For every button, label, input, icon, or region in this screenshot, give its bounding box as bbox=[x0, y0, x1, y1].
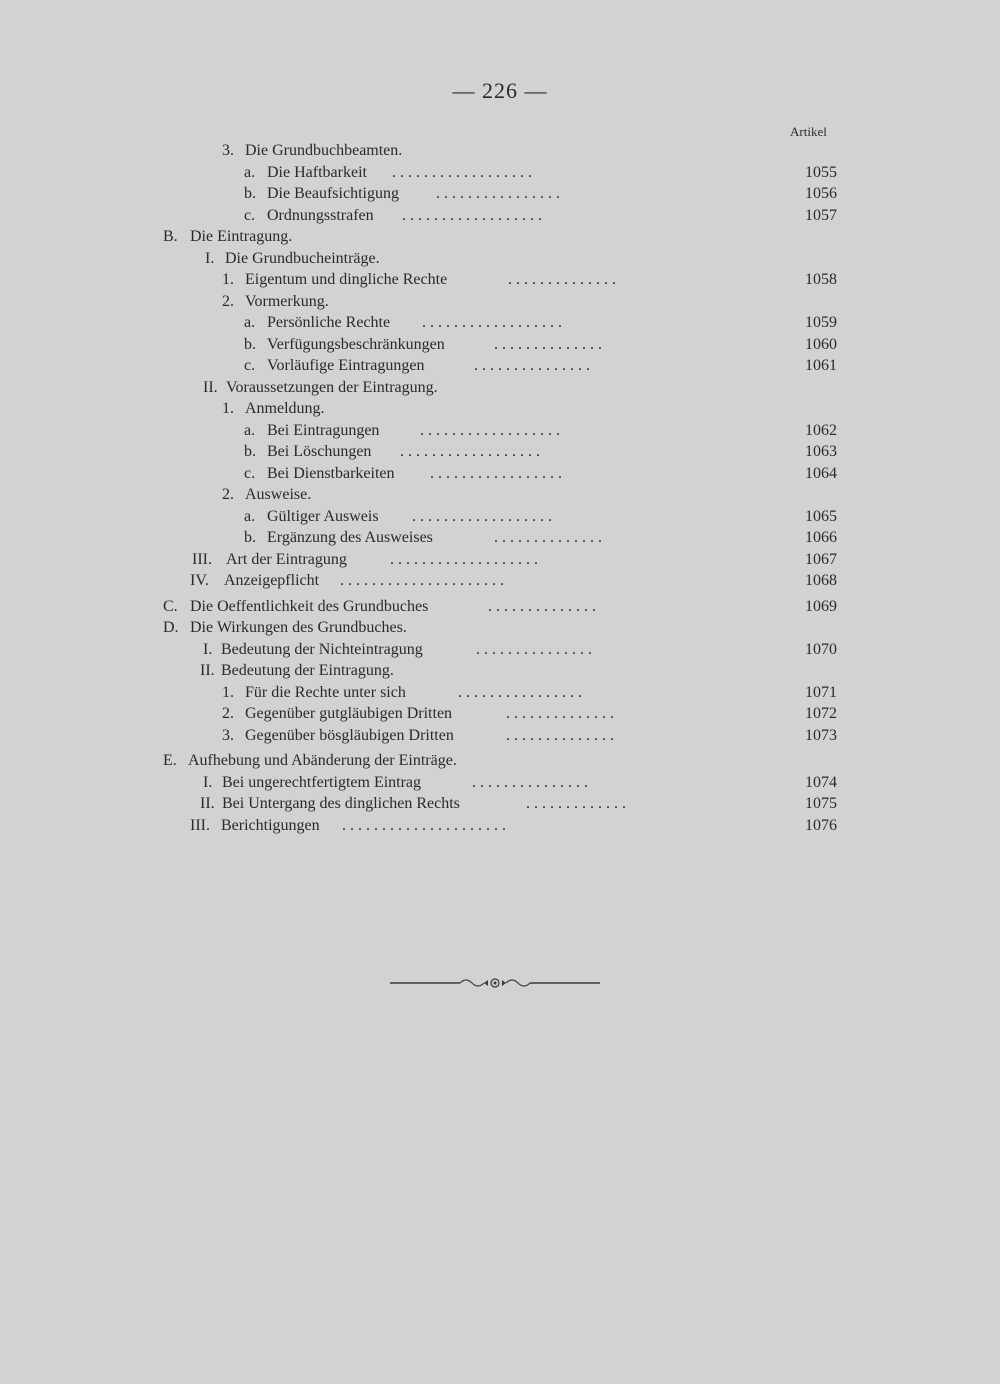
article-number: 1057 bbox=[805, 206, 837, 224]
toc-entry-text: Voraussetzungen der Eintragung. bbox=[226, 378, 438, 396]
toc-marker: D. bbox=[163, 619, 179, 636]
article-number: 1074 bbox=[805, 773, 837, 791]
column-header-article: Artikel bbox=[790, 124, 827, 139]
toc-entry bbox=[0, 506, 1000, 528]
article-number: 1060 bbox=[805, 335, 837, 353]
toc-entry-text: Bei Dienstbarkeiten bbox=[267, 464, 395, 482]
toc-entry bbox=[0, 639, 1000, 661]
toc-entry-text: Die Grundbuchbeamten. bbox=[245, 142, 403, 159]
article-number: 1058 bbox=[805, 271, 837, 288]
toc-marker: 1. bbox=[222, 400, 234, 417]
article-number: 1062 bbox=[805, 421, 837, 439]
toc-entry bbox=[0, 377, 1000, 399]
article-number: 1070 bbox=[805, 640, 837, 658]
toc-entry bbox=[0, 420, 1000, 442]
toc-entry bbox=[0, 355, 1000, 377]
toc-marker: b. bbox=[244, 335, 256, 353]
toc-entry-text: Bedeutung der Eintragung. bbox=[221, 662, 394, 679]
toc-marker: B. bbox=[163, 228, 178, 245]
toc-entry-text: Anmeldung. bbox=[245, 400, 325, 417]
toc-entry-text: Verfügungsbeschränkungen bbox=[267, 335, 445, 353]
toc-entry-text: Anzeigepflicht bbox=[224, 572, 320, 589]
dot-leader: . . . . . . . . . . . . . bbox=[526, 795, 626, 812]
toc-entry bbox=[0, 463, 1000, 485]
toc-entry-text: Bei Untergang des dinglichen Rechts bbox=[222, 795, 460, 812]
toc-entry bbox=[0, 441, 1000, 463]
toc-entry bbox=[0, 815, 1000, 837]
article-number: 1075 bbox=[805, 795, 837, 812]
toc-entry-text: Die Beaufsichtigung bbox=[267, 185, 399, 202]
dot-leader: . . . . . . . . . . . . . . . . . bbox=[430, 464, 562, 482]
toc-entry-text: Die Haftbarkeit bbox=[267, 163, 367, 181]
toc-marker: I. bbox=[203, 773, 213, 791]
toc-marker: c. bbox=[244, 206, 256, 224]
toc-marker: C. bbox=[163, 597, 178, 615]
toc-marker: II. bbox=[203, 378, 218, 396]
dot-leader: . . . . . . . . . . . . . . bbox=[488, 597, 596, 615]
toc-entry-text: Bei ungerechtfertigtem Eintrag bbox=[222, 773, 422, 791]
dot-leader: . . . . . . . . . . . . . . . . . . . . . bbox=[342, 816, 506, 834]
toc-entry-text: Ordnungsstrafen bbox=[267, 206, 374, 224]
toc-entry-text: Bedeutung der Nichteintragung bbox=[221, 640, 423, 658]
article-number: 1061 bbox=[805, 357, 837, 374]
toc-entry bbox=[0, 617, 1000, 639]
article-number: 1059 bbox=[805, 314, 837, 331]
article-number: 1071 bbox=[805, 683, 837, 701]
toc-entry-text: Die Eintragung. bbox=[190, 228, 293, 245]
toc-entry bbox=[0, 725, 1000, 747]
dot-leader: . . . . . . . . . . . . . . . . . . bbox=[412, 507, 552, 525]
toc-entry bbox=[0, 205, 1000, 227]
article-number: 1072 bbox=[805, 705, 837, 722]
toc-entry-text: Art der Eintragung bbox=[226, 550, 347, 568]
toc-entry bbox=[0, 596, 1000, 618]
toc-entry bbox=[0, 248, 1000, 270]
toc-marker: 3. bbox=[222, 142, 234, 159]
article-number: 1069 bbox=[805, 597, 837, 615]
dot-leader: . . . . . . . . . . . . . . bbox=[506, 726, 614, 744]
toc-marker: a. bbox=[244, 507, 256, 525]
article-number: 1066 bbox=[805, 529, 837, 546]
toc-entry-text: Eigentum und dingliche Rechte bbox=[245, 271, 448, 288]
dot-leader: . . . . . . . . . . . . . . bbox=[494, 529, 602, 546]
dot-leader: . . . . . . . . . . . . . . . . . . bbox=[402, 206, 542, 224]
toc-marker: I. bbox=[203, 640, 213, 658]
toc-marker: b. bbox=[244, 529, 256, 546]
toc-entry-text: Die Oeffentlichkeit des Grundbuches bbox=[190, 597, 429, 615]
toc-marker: 1. bbox=[222, 271, 234, 288]
toc-marker: b. bbox=[244, 185, 256, 202]
toc-entry-text: Für die Rechte unter sich bbox=[245, 683, 406, 701]
toc-entry-text: Aufhebung und Abänderung der Einträge. bbox=[188, 752, 457, 769]
toc-marker: c. bbox=[244, 464, 256, 482]
toc-marker: a. bbox=[244, 421, 256, 439]
toc-entry bbox=[0, 291, 1000, 313]
toc-marker: b. bbox=[244, 443, 256, 460]
dot-leader: . . . . . . . . . . . . . . . . . . bbox=[400, 443, 540, 460]
dot-leader: . . . . . . . . . . . . . . . . . . . . . bbox=[340, 572, 504, 589]
toc-entry bbox=[0, 226, 1000, 248]
toc-entry-text: Gültiger Ausweis bbox=[267, 507, 379, 525]
dot-leader: . . . . . . . . . . . . . . . . . . bbox=[420, 421, 560, 439]
article-number: 1063 bbox=[805, 443, 837, 460]
toc-entry bbox=[0, 793, 1000, 815]
toc-entry bbox=[0, 772, 1000, 794]
toc-marker: 2. bbox=[222, 486, 234, 503]
toc-entry-text: Persönliche Rechte bbox=[267, 314, 391, 331]
toc-entry-text: Ergänzung des Ausweises bbox=[267, 529, 433, 546]
article-number: 1055 bbox=[805, 163, 837, 181]
dot-leader: . . . . . . . . . . . . . . . . bbox=[458, 683, 582, 701]
toc-entry-text: Gegenüber bösgläubigen Dritten bbox=[245, 726, 454, 744]
toc-entry-text: Die Wirkungen des Grundbuches. bbox=[190, 619, 407, 636]
dot-leader: . . . . . . . . . . . . . . bbox=[508, 271, 616, 288]
article-number: 1065 bbox=[805, 507, 837, 525]
toc-entry bbox=[0, 703, 1000, 725]
toc-entry bbox=[0, 334, 1000, 356]
toc-marker: III. bbox=[192, 550, 212, 568]
dot-leader: . . . . . . . . . . . . . . . . . . bbox=[392, 163, 532, 181]
toc-entry-text: Vorläufige Eintragungen bbox=[267, 357, 425, 374]
toc-entry bbox=[0, 162, 1000, 184]
toc-marker: 1. bbox=[222, 683, 234, 701]
toc-marker: a. bbox=[244, 314, 256, 331]
toc-entry bbox=[0, 660, 1000, 682]
article-number: 1076 bbox=[805, 816, 837, 834]
toc-marker: II. bbox=[200, 662, 215, 679]
toc-entry bbox=[0, 312, 1000, 334]
toc-entry-text: Berichtigungen bbox=[221, 816, 320, 834]
toc-marker: II. bbox=[200, 795, 215, 812]
toc-entry bbox=[0, 549, 1000, 571]
dot-leader: . . . . . . . . . . . . . . . bbox=[476, 640, 592, 658]
toc-marker: E. bbox=[163, 752, 177, 769]
page-number: — 226 — bbox=[452, 78, 548, 103]
toc-marker: 2. bbox=[222, 705, 234, 722]
dot-leader: . . . . . . . . . . . . . . . bbox=[472, 773, 588, 791]
dot-leader: . . . . . . . . . . . . . . bbox=[506, 705, 614, 722]
toc-entry bbox=[0, 682, 1000, 704]
toc-entry bbox=[0, 484, 1000, 506]
toc-entry-text: Ausweise. bbox=[245, 486, 312, 503]
article-number: 1068 bbox=[805, 572, 837, 589]
toc-entry bbox=[0, 183, 1000, 205]
article-number: 1073 bbox=[805, 726, 837, 744]
article-number: 1067 bbox=[805, 550, 837, 568]
toc-marker: I. bbox=[205, 249, 215, 267]
ornamental-divider bbox=[390, 972, 600, 992]
toc-entry-text: Vormerkung. bbox=[245, 292, 329, 310]
toc-entry-text: Bei Löschungen bbox=[267, 443, 372, 460]
toc-entry bbox=[0, 398, 1000, 420]
dot-leader: . . . . . . . . . . . . . . . bbox=[474, 357, 590, 374]
article-number: 1064 bbox=[805, 464, 837, 482]
toc-marker: III. bbox=[190, 816, 210, 834]
toc-entry bbox=[0, 269, 1000, 291]
toc-entry-text: Die Grundbucheinträge. bbox=[225, 249, 380, 267]
toc-entry bbox=[0, 140, 1000, 162]
toc-entry bbox=[0, 527, 1000, 549]
dot-leader: . . . . . . . . . . . . . . bbox=[494, 335, 602, 353]
toc-marker: 3. bbox=[222, 726, 234, 744]
table-of-contents bbox=[0, 140, 1000, 836]
dot-leader: . . . . . . . . . . . . . . . . . . bbox=[422, 314, 562, 331]
toc-marker: 2. bbox=[222, 292, 234, 310]
article-number: 1056 bbox=[805, 185, 837, 202]
toc-entry-text: Bei Eintragungen bbox=[267, 421, 380, 439]
toc-entry bbox=[0, 750, 1000, 772]
toc-entry bbox=[0, 570, 1000, 592]
dot-leader: . . . . . . . . . . . . . . . . bbox=[436, 185, 560, 202]
toc-marker: a. bbox=[244, 163, 256, 181]
toc-marker: c. bbox=[244, 357, 256, 374]
dot-leader: . . . . . . . . . . . . . . . . . . . bbox=[390, 550, 538, 568]
toc-entry-text: Gegenüber gutgläubigen Dritten bbox=[245, 705, 453, 722]
toc-marker: IV. bbox=[190, 572, 209, 589]
